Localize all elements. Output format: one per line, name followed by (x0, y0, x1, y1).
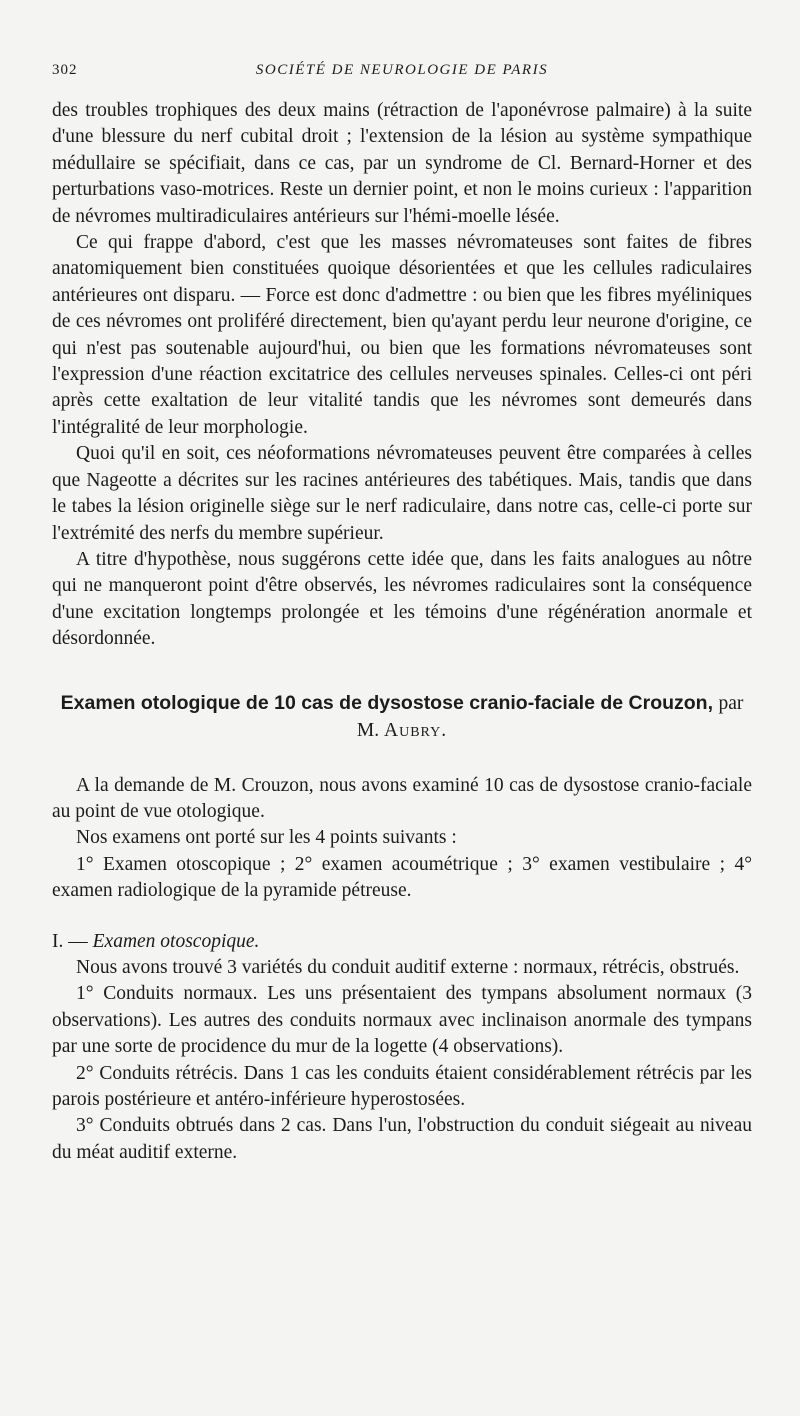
article-author: Aubry. (384, 719, 448, 741)
article-heading (52, 690, 752, 744)
paragraph: A titre d'hypothèse, nous suggérons cette idée que, dans les faits analogues au nôtre qui ne manqueront point d'être observés, les névromes radiculaires sont la conséquence d'une excitation longtemps prolongée et les témoins d'une régénération anormale et désordonnée. (52, 548, 752, 650)
page-body (52, 98, 752, 1166)
paragraph: Nos examens ont porté sur les 4 points suivants : (76, 827, 457, 849)
paragraph: A la demande de M. Crouzon, nous avons examiné 10 cas de dysostose cranio-faciale au point de vue otologique. (52, 774, 752, 822)
paragraph: 1° Conduits normaux. Les uns présentaient des tympans absolument normaux (3 observations). Les autres des conduits normaux avec inclinaison anormale des tympans par une sorte de procidence du mur de la logette (4 observations). (52, 983, 752, 1058)
paragraph: Nous avons trouvé 3 variétés du conduit auditif externe : normaux, rétrécis, obstrués. (76, 956, 740, 978)
section-heading (52, 929, 752, 955)
paragraph: des troubles trophiques des deux mains (rétraction de l'aponévrose palmaire) à la suite d'une blessure du nerf cubital droit ; l'extension de la lésion au système sympathique médullaire se spécifiait, dans ce cas, par un syndrome de Cl. Bernard-Horner et des perturbations vaso-motrices. Reste un dernier point, et non le moins curieux : l'apparition de névromes multiradiculaires antérieurs sur l'hémi-moelle lésée. (52, 100, 752, 227)
spacer (52, 905, 752, 925)
article-title: Examen otologique de 10 cas de dysostose cranio-faciale de Crouzon, (60, 691, 714, 714)
page-number: 302 (52, 62, 78, 78)
paragraph: 2° Conduits rétrécis. Dans 1 cas les conduits étaient considérablement rétrécis par les parois postérieure et antéro-inférieure hyperostosées. (52, 1062, 752, 1110)
byline-prefix: par M. (356, 692, 744, 741)
running-title: SOCIÉTÉ DE NEUROLOGIE DE PARIS (255, 62, 549, 78)
paragraph: Quoi qu'il en soit, ces néoformations névromateuses peuvent être comparées à celles que Nageotte a décrites sur les racines antérieures des tabétiques. Mais, tandis que dans le tabes la lésion originelle siège sur le nerf radiculaire, dans notre cas, celle-ci porte sur l'extrémité des nerfs du membre supérieur. (52, 443, 752, 544)
section-number: I. — (52, 930, 88, 952)
paragraph: 3° Conduits obtrués dans 2 cas. Dans l'un, l'obstruction du conduit siégeait au niveau du méat auditif externe. (52, 1115, 752, 1163)
paragraph: Ce qui frappe d'abord, c'est que les masses névromateuses sont faites de fibres anatomiquement bien constituées quoique désorientées et que les cellules radiculaires antérieures ont disparu. — Force est donc d'admettre : ou bien que les fibres myéliniques de ces névromes ont proliféré directement, bien qu'ayant perdu leur neurone d'origine, ce qui n'est pas soutenable aujourd'hui, ou bien que les formations névromateuses sont l'expression d'une réaction excitatrice des cellules nerveuses spinales. Celles-ci ont péri après cette exaltation de leur vitalité tandis que les névromes sont demeurés dans l'intégralité de leur morphologie. (52, 232, 752, 438)
section-title: Examen otoscopique. (92, 930, 260, 952)
paragraph: 1° Examen otoscopique ; 2° examen acoumétrique ; 3° examen vestibulaire ; 4° examen radiologique de la pyramide pétreuse. (52, 853, 752, 902)
